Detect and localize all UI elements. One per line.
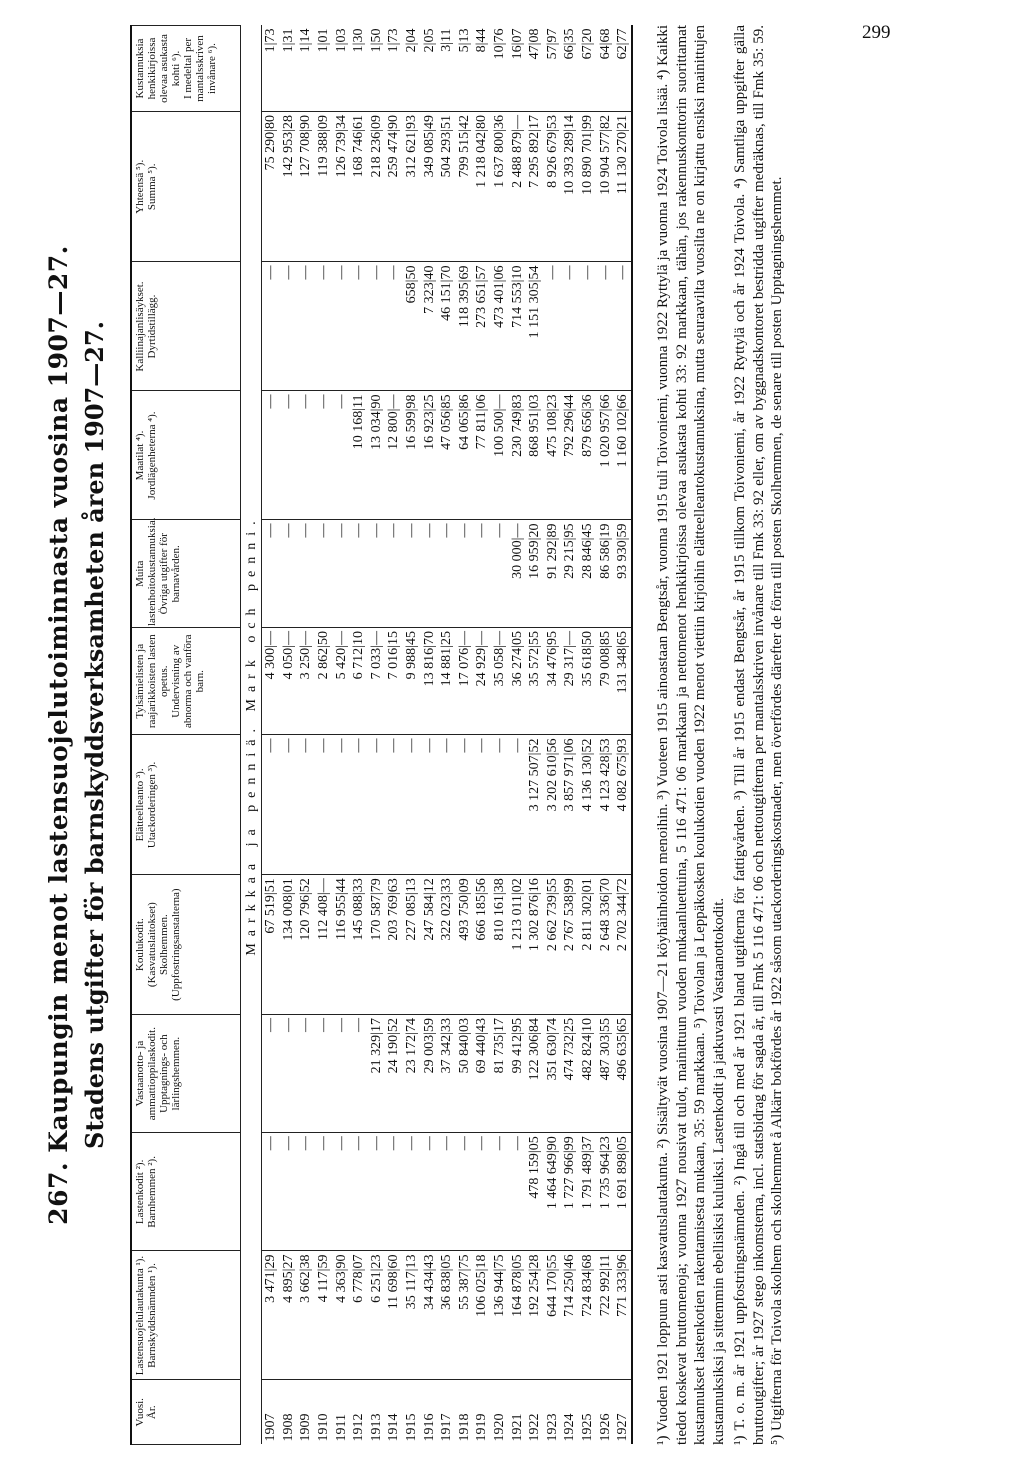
cell-c8: 1 160 102|66 (614, 391, 633, 520)
cell-c8: 47 056|85 (438, 391, 456, 520)
table-row (456, 26, 474, 1445)
cell-c9: — (315, 262, 333, 391)
unit-band: Markkaa ja penniä. Mark och penni. (241, 26, 262, 1445)
cell-c9: — (596, 262, 614, 391)
year-cell: 1914 (386, 1413, 402, 1442)
table-row (614, 26, 633, 1445)
cell-c2: 1 735 964|23 (596, 1133, 614, 1251)
cell-c3: 50 840|03 (456, 1015, 474, 1133)
cell-c9: 1 151 305|54 (526, 262, 544, 391)
header-c5: Elätteelleanto ³). Utackorderingen ³). (131, 735, 241, 875)
cell-c11: 57|97 (544, 26, 562, 112)
header-c7: Muita lastenhoitokustannuksia. Övriga utgifter för barnavården. (131, 520, 241, 628)
year-cell: 1918 (456, 1413, 472, 1442)
footnotes-swedish: ¹) T. o. m. år 1921 uppfostringsnämnden. ²) Ingå till och med år 1921 bland utgifterna för fattigvården. ³) Till år 1915 endast Bengtsår, år 1915 tillkom Toivoniemi, år 1922 Ryttylä och år 1924 Toivola. ⁴) Samtliga uppgifter gälla bruttoutgifter; år 1927 stego inkomsterna, incl. statsbidrag för sagda år, till Fmk 5 116 471: 06 och nettoutgifterna per mantalsskriven invånare till Fmk 33: 92 eller, om av byggnadskontoret bestridda utgifter medräknas, till Fmk 35: 59. ⁵) Utgifterna för Toivola skolhem och skolhemmet å Alkärr bokfördes år 1922 såsom utackorderingskostnader, men överfördes därefter de förra till posten Skolhemmen, de senare till posten Upptagningshemmet. (732, 25, 785, 1445)
cell-c2: — (315, 1133, 333, 1251)
cell-c1: 714 250|46 (561, 1251, 579, 1380)
cell-c7: — (456, 520, 474, 628)
cell-c7: 28 846|45 (579, 520, 597, 628)
cell-c3: — (315, 1015, 333, 1133)
cell-c6: 79 008|85 (596, 628, 614, 736)
cell-c11: 1|73 (262, 26, 280, 112)
cell-c5: — (280, 735, 298, 875)
cell-c6: 13 816|70 (420, 628, 438, 736)
cell-c7: 16 959|20 (526, 520, 544, 628)
cell-c7: 86 586|19 (596, 520, 614, 628)
table-row (561, 26, 579, 1445)
cell-c8: 868 951|03 (526, 391, 544, 520)
cell-c6: 6 712|10 (350, 628, 368, 736)
cell-c6: 36 274|05 (508, 628, 526, 736)
cell-c6: 35 572|55 (526, 628, 544, 736)
cell-c2: — (368, 1133, 386, 1251)
cell-c1: 106 025|18 (473, 1251, 491, 1380)
cell-c8: — (315, 391, 333, 520)
year-cell: 1916 (421, 1413, 437, 1442)
cell-c3: — (280, 1015, 298, 1133)
cell-c2: — (456, 1133, 474, 1251)
cell-c10: 7 295 892|17 (526, 112, 544, 263)
cell-c1: 35 117|13 (403, 1251, 421, 1380)
cell-c6: 29 317|— (561, 628, 579, 736)
year-cell: 1920 (492, 1413, 508, 1442)
cell-c6: 17 076|— (456, 628, 474, 736)
cell-c4: 145 088|33 (350, 875, 368, 1015)
cell-c7: — (297, 520, 315, 628)
cell-c7: — (385, 520, 403, 628)
cell-c6: 131 348|65 (614, 628, 633, 736)
cell-c2: — (262, 1133, 280, 1251)
header-c3: Vastaanotto- ja ammattioppilaskodit. Upptagnings- och lärlingshemmen. (131, 1015, 241, 1133)
cell-c7: 91 292|89 (544, 520, 562, 628)
cell-c6: 4 300|— (262, 628, 280, 736)
cell-c7: — (315, 520, 333, 628)
title-finnish: 267. Kaupungin menot lastensuojelutoiminnasta vuosina 1907—27. (44, 245, 73, 1225)
rotated-page-content (44, 25, 904, 1445)
cell-c5: 4 123 428|53 (596, 735, 614, 875)
cell-c3: 351 630|74 (544, 1015, 562, 1133)
cell-c1: 4 117|59 (315, 1251, 333, 1380)
cell-c4: 2 662 739|55 (544, 875, 562, 1015)
cell-c2: — (403, 1133, 421, 1251)
cell-c4: 247 584|12 (420, 875, 438, 1015)
cell-c2: 1 464 649|90 (544, 1133, 562, 1251)
cell-c1: 36 838|05 (438, 1251, 456, 1380)
header-c9: Kalliinajanlisäykset. Dyrtidstillägg. (131, 262, 241, 391)
cell-c2: 1 727 966|99 (561, 1133, 579, 1251)
cell-c6: 14 881|25 (438, 628, 456, 736)
year-cell: 1922 (527, 1413, 543, 1442)
cell-c1: 724 834|68 (579, 1251, 597, 1380)
cell-c3: 81 735|17 (491, 1015, 509, 1133)
page-number: 299 (862, 22, 891, 43)
cell-c11: 1|31 (280, 26, 298, 112)
year-cell: 1927 (614, 1380, 633, 1445)
year-cell: 1925 (579, 1413, 595, 1442)
cell-c5: — (420, 735, 438, 875)
cell-c8: 12 800|— (385, 391, 403, 520)
year-cell: 1910 (316, 1413, 332, 1442)
header-c11: Kustannuksia henkikirjoissa olevaa asukasta kohti ⁶). I medeltal per mantalsskriven invånare ⁶). (131, 26, 241, 112)
cell-c3: — (262, 1015, 280, 1133)
cell-c10: 349 085|49 (420, 112, 438, 263)
table-row (350, 26, 368, 1445)
cell-c4: 67 519|51 (262, 875, 280, 1015)
cell-c7: — (280, 520, 298, 628)
cell-c5: — (438, 735, 456, 875)
cell-c9: 658|50 (403, 262, 421, 391)
cell-c9: — (280, 262, 298, 391)
header-row (131, 26, 241, 1445)
footnotes (654, 25, 790, 1445)
cell-c6: 2 862|50 (315, 628, 333, 736)
cell-c6: 9 988|45 (403, 628, 421, 736)
cell-c6: 4 050|— (280, 628, 298, 736)
cell-c10: 119 388|09 (315, 112, 333, 263)
year-cell: 1923 (544, 1413, 560, 1442)
cell-c3: — (332, 1015, 350, 1133)
cell-c10: 8 926 679|53 (544, 112, 562, 263)
cell-c5: — (508, 735, 526, 875)
cell-c11: 62|77 (614, 26, 633, 112)
cell-c10: 75 290|80 (262, 112, 280, 263)
cell-c2: 1 791 489|37 (579, 1133, 597, 1251)
cell-c5: — (262, 735, 280, 875)
cell-c9: — (262, 262, 280, 391)
cell-c4: 2 702 344|72 (614, 875, 633, 1015)
cell-c10: 11 130 270|21 (614, 112, 633, 263)
cell-c5: — (385, 735, 403, 875)
cell-c3: 37 342|33 (438, 1015, 456, 1133)
cell-c9: — (332, 262, 350, 391)
header-c4: Koulukodit. (Kasvatuslaitokset) Skolhemmen. (Uppfostringsanstalterna) (131, 875, 241, 1015)
cell-c1: 136 944|75 (491, 1251, 509, 1380)
cell-c8: 1 020 957|66 (596, 391, 614, 520)
cell-c3: — (350, 1015, 368, 1133)
table-row (473, 26, 491, 1445)
cell-c9: 714 553|10 (508, 262, 526, 391)
cell-c3: 29 003|59 (420, 1015, 438, 1133)
cell-c5: — (456, 735, 474, 875)
cell-c8: 13 034|90 (368, 391, 386, 520)
cell-c7: — (420, 520, 438, 628)
unit-band-row (241, 26, 262, 1445)
cell-c4: 810 161|38 (491, 875, 509, 1015)
cell-c11: 8|44 (473, 26, 491, 112)
cell-c6: 34 476|95 (544, 628, 562, 736)
cell-c10: 142 953|28 (280, 112, 298, 263)
cell-c10: 168 746|61 (350, 112, 368, 263)
cell-c4: 1 213 011|02 (508, 875, 526, 1015)
expenditure-table (130, 25, 633, 1445)
cell-c8: 16 599|98 (403, 391, 421, 520)
table-row (368, 26, 386, 1445)
cell-c10: 259 474|90 (385, 112, 403, 263)
cell-c1: 4 895|27 (280, 1251, 298, 1380)
table-row (385, 26, 403, 1445)
cell-c6: 7 033|— (368, 628, 386, 736)
cell-c3: 69 440|43 (473, 1015, 491, 1133)
cell-c11: 66|35 (561, 26, 579, 112)
header-year: Vuosi. År. (131, 1380, 241, 1445)
header-c2: Lastenkodit ²). Barnhemmen ²). (131, 1133, 241, 1251)
cell-c9: — (350, 262, 368, 391)
cell-c9: — (385, 262, 403, 391)
cell-c9: — (368, 262, 386, 391)
cell-c2: — (491, 1133, 509, 1251)
cell-c7: 29 215|95 (561, 520, 579, 628)
cell-c2: — (332, 1133, 350, 1251)
cell-c3: — (297, 1015, 315, 1133)
cell-c4: 2 767 538|99 (561, 875, 579, 1015)
cell-c6: 24 929|— (473, 628, 491, 736)
cell-c7: 93 930|59 (614, 520, 633, 628)
cell-c4: 1 302 876|16 (526, 875, 544, 1015)
cell-c2: — (438, 1133, 456, 1251)
cell-c11: 67|20 (579, 26, 597, 112)
cell-c9: 7 323|40 (420, 262, 438, 391)
cell-c9: 473 401|06 (491, 262, 509, 391)
table-row (262, 26, 280, 1445)
cell-c5: — (350, 735, 368, 875)
cell-c5: 3 857 971|06 (561, 735, 579, 875)
cell-c1: 722 992|11 (596, 1251, 614, 1380)
year-cell: 1912 (351, 1413, 367, 1442)
cell-c1: 6 778|07 (350, 1251, 368, 1380)
cell-c8: 230 749|83 (508, 391, 526, 520)
cell-c11: 1|50 (368, 26, 386, 112)
cell-c9: — (544, 262, 562, 391)
table-row (491, 26, 509, 1445)
header-c8: Maatilat ⁴). Jordlägenheterna ⁴). (131, 391, 241, 520)
cell-c3: 24 190|52 (385, 1015, 403, 1133)
cell-c4: 116 955|44 (332, 875, 350, 1015)
cell-c11: 1|03 (332, 26, 350, 112)
year-cell: 1911 (333, 1414, 349, 1442)
cell-c4: 203 769|63 (385, 875, 403, 1015)
cell-c4: 227 085|13 (403, 875, 421, 1015)
year-cell: 1921 (509, 1413, 525, 1442)
cell-c10: 312 621|93 (403, 112, 421, 263)
cell-c9: — (614, 262, 633, 391)
cell-c8: 10 168|11 (350, 391, 368, 520)
cell-c8: — (332, 391, 350, 520)
cell-c5: 3 127 507|52 (526, 735, 544, 875)
cell-c3: 487 303|55 (596, 1015, 614, 1133)
cell-c5: 4 082 675|93 (614, 735, 633, 875)
table-row (315, 26, 333, 1445)
table-row (297, 26, 315, 1445)
header-c6: Tylsämielisten ja raajarikkoisten lasten opetus. Undervisning av abnorma och vanföra barn. (131, 628, 241, 736)
cell-c8: — (280, 391, 298, 520)
year-cell: 1919 (474, 1413, 490, 1442)
header-c10: Yhteensä ⁵). Summa ⁵). (131, 112, 241, 263)
year-cell: 1915 (404, 1413, 420, 1442)
cell-c5: — (368, 735, 386, 875)
cell-c5: 3 202 610|56 (544, 735, 562, 875)
cell-c6: 35 058|— (491, 628, 509, 736)
cell-c3: 482 824|10 (579, 1015, 597, 1133)
cell-c1: 3 662|38 (297, 1251, 315, 1380)
cell-c2: — (385, 1133, 403, 1251)
cell-c9: 46 151|70 (438, 262, 456, 391)
cell-c2: — (350, 1133, 368, 1251)
cell-c11: 5|13 (456, 26, 474, 112)
cell-c1: 11 698|60 (385, 1251, 403, 1380)
cell-c9: 273 651|57 (473, 262, 491, 391)
cell-c4: 134 008|01 (280, 875, 298, 1015)
cell-c8: 64 065|86 (456, 391, 474, 520)
year-cell: 1907 (263, 1413, 279, 1442)
table-row (403, 26, 421, 1445)
cell-c11: 64|68 (596, 26, 614, 112)
cell-c2: 1 691 898|05 (614, 1133, 633, 1251)
cell-c6: 5 420|— (332, 628, 350, 736)
cell-c11: 16|07 (508, 26, 526, 112)
cell-c3: 23 172|74 (403, 1015, 421, 1133)
cell-c7: 30 000|— (508, 520, 526, 628)
cell-c3: 122 306|84 (526, 1015, 544, 1133)
cell-c10: 2 488 879|— (508, 112, 526, 263)
table-row (280, 26, 298, 1445)
cell-c1: 6 251|23 (368, 1251, 386, 1380)
table-row (526, 26, 544, 1445)
cell-c11: 2|05 (420, 26, 438, 112)
table-row (508, 26, 526, 1445)
cell-c4: 120 796|52 (297, 875, 315, 1015)
cell-c6: 7 016|15 (385, 628, 403, 736)
table-row (544, 26, 562, 1445)
cell-c6: 35 618|50 (579, 628, 597, 736)
cell-c1: 644 170|55 (544, 1251, 562, 1380)
cell-c4: 322 023|33 (438, 875, 456, 1015)
year-cell: 1924 (562, 1413, 578, 1442)
cell-c5: 4 136 130|52 (579, 735, 597, 875)
cell-c7: — (473, 520, 491, 628)
cell-c11: 1|14 (297, 26, 315, 112)
cell-c7: — (368, 520, 386, 628)
cell-c5: — (315, 735, 333, 875)
cell-c2: — (473, 1133, 491, 1251)
cell-c7: — (332, 520, 350, 628)
cell-c1: 4 363|90 (332, 1251, 350, 1380)
cell-c8: 792 296|44 (561, 391, 579, 520)
cell-c10: 10 904 577|82 (596, 112, 614, 263)
cell-c1: 55 387|75 (456, 1251, 474, 1380)
cell-c3: 21 329|17 (368, 1015, 386, 1133)
cell-c11: 1|30 (350, 26, 368, 112)
cell-c2: — (508, 1133, 526, 1251)
cell-c8: 16 923|25 (420, 391, 438, 520)
title-swedish: Stadens utgifter för barnskyddsverksamheten åren 1907—27. (80, 321, 109, 1150)
header-c1: Lastensuojelulautakunta ¹). Barnskyddsnämnden ¹). (131, 1251, 241, 1380)
cell-c9: — (579, 262, 597, 391)
cell-c8: 879 656|36 (579, 391, 597, 520)
cell-c4: 493 750|09 (456, 875, 474, 1015)
cell-c2: 478 159|05 (526, 1133, 544, 1251)
cell-c11: 1|73 (385, 26, 403, 112)
table-row (596, 26, 614, 1445)
cell-c10: 126 739|34 (332, 112, 350, 263)
cell-c2: — (297, 1133, 315, 1251)
year-cell: 1908 (280, 1413, 296, 1442)
cell-c3: 474 732|25 (561, 1015, 579, 1133)
cell-c4: 112 408|— (315, 875, 333, 1015)
cell-c5: — (491, 735, 509, 875)
year-cell: 1917 (439, 1413, 455, 1442)
cell-c9: — (297, 262, 315, 391)
cell-c4: 2 648 336|70 (596, 875, 614, 1015)
cell-c6: 3 250|— (297, 628, 315, 736)
cell-c10: 218 236|09 (368, 112, 386, 263)
cell-c7: — (350, 520, 368, 628)
cell-c7: — (491, 520, 509, 628)
cell-c9: — (561, 262, 579, 391)
cell-c1: 192 254|28 (526, 1251, 544, 1380)
cell-c1: 164 878|05 (508, 1251, 526, 1380)
cell-c7: — (403, 520, 421, 628)
year-cell: 1909 (298, 1413, 314, 1442)
cell-c8: — (297, 391, 315, 520)
cell-c5: — (403, 735, 421, 875)
cell-c4: 2 811 302|01 (579, 875, 597, 1015)
cell-c11: 47|08 (526, 26, 544, 112)
cell-c10: 504 293|51 (438, 112, 456, 263)
cell-c10: 1 218 042|80 (473, 112, 491, 263)
cell-c10: 10 393 289|14 (561, 112, 579, 263)
cell-c7: — (262, 520, 280, 628)
table-row (332, 26, 350, 1445)
cell-c8: 100 500|— (491, 391, 509, 520)
table-row (420, 26, 438, 1445)
cell-c1: 771 333|96 (614, 1251, 633, 1380)
cell-c10: 799 515|42 (456, 112, 474, 263)
cell-c10: 1 637 800|36 (491, 112, 509, 263)
cell-c7: — (438, 520, 456, 628)
cell-c4: 170 587|79 (368, 875, 386, 1015)
cell-c9: 118 395|69 (456, 262, 474, 391)
cell-c2: — (420, 1133, 438, 1251)
cell-c1: 34 434|43 (420, 1251, 438, 1380)
cell-c3: 496 635|65 (614, 1015, 633, 1133)
cell-c11: 10|76 (491, 26, 509, 112)
table-row (438, 26, 456, 1445)
cell-c5: — (473, 735, 491, 875)
cell-c3: 99 412|95 (508, 1015, 526, 1133)
cell-c11: 2|04 (403, 26, 421, 112)
cell-c2: — (280, 1133, 298, 1251)
cell-c8: 475 108|23 (544, 391, 562, 520)
year-cell: 1913 (368, 1413, 384, 1442)
cell-c1: 3 471|29 (262, 1251, 280, 1380)
cell-c8: — (262, 391, 280, 520)
cell-c5: — (332, 735, 350, 875)
cell-c10: 127 708|90 (297, 112, 315, 263)
cell-c8: 77 811|06 (473, 391, 491, 520)
cell-c10: 10 890 701|99 (579, 112, 597, 263)
footnotes-finnish: ¹) Vuoden 1921 loppuun asti kasvatuslautakunta. ²) Sisältyvät vuosina 1907—21 köyhäinhoidon menoihin. ³) Vuoteen 1915 ainoastaan Bengtsår, vuonna 1915 tuli Toivoniemi, vuonna 1922 Ryttylä ja vuonna 1924 Toivola lisää. ⁴) Kaikki tiedot koskevat bruttomenoja; vuonna 1927 nousivat tulot, mainittuun vuoden mukaanluettuina, 5 116 471: 06 markkaan ja nettomenot henkikirjoissa olevaa asukasta kohti 33: 92 markkaan, tähän, jos rakennuskonttorin suorittamat kustannukset lastenkotien rakentamisesta mukaan, 35: 59 markkaan. ⁵) Toivolan ja Leppäkosken koulukotien vuoden 1922 menot viettiin kirjoihin elätteelleantokustannuksina, mutta seuraavilta vuosilta ne on kirjattu ensiksi mainittujen kustannuksiksi ja sittemmin ebellisiksi kuluiksi. Lastenkodit ja jatkuvasti Vastaanottokodit. (655, 25, 727, 1445)
cell-c11: 3|11 (438, 26, 456, 112)
cell-c4: 666 185|56 (473, 875, 491, 1015)
cell-c11: 1|01 (315, 26, 333, 112)
year-cell: 1926 (597, 1413, 613, 1442)
cell-c5: — (297, 735, 315, 875)
table-row (579, 26, 597, 1445)
